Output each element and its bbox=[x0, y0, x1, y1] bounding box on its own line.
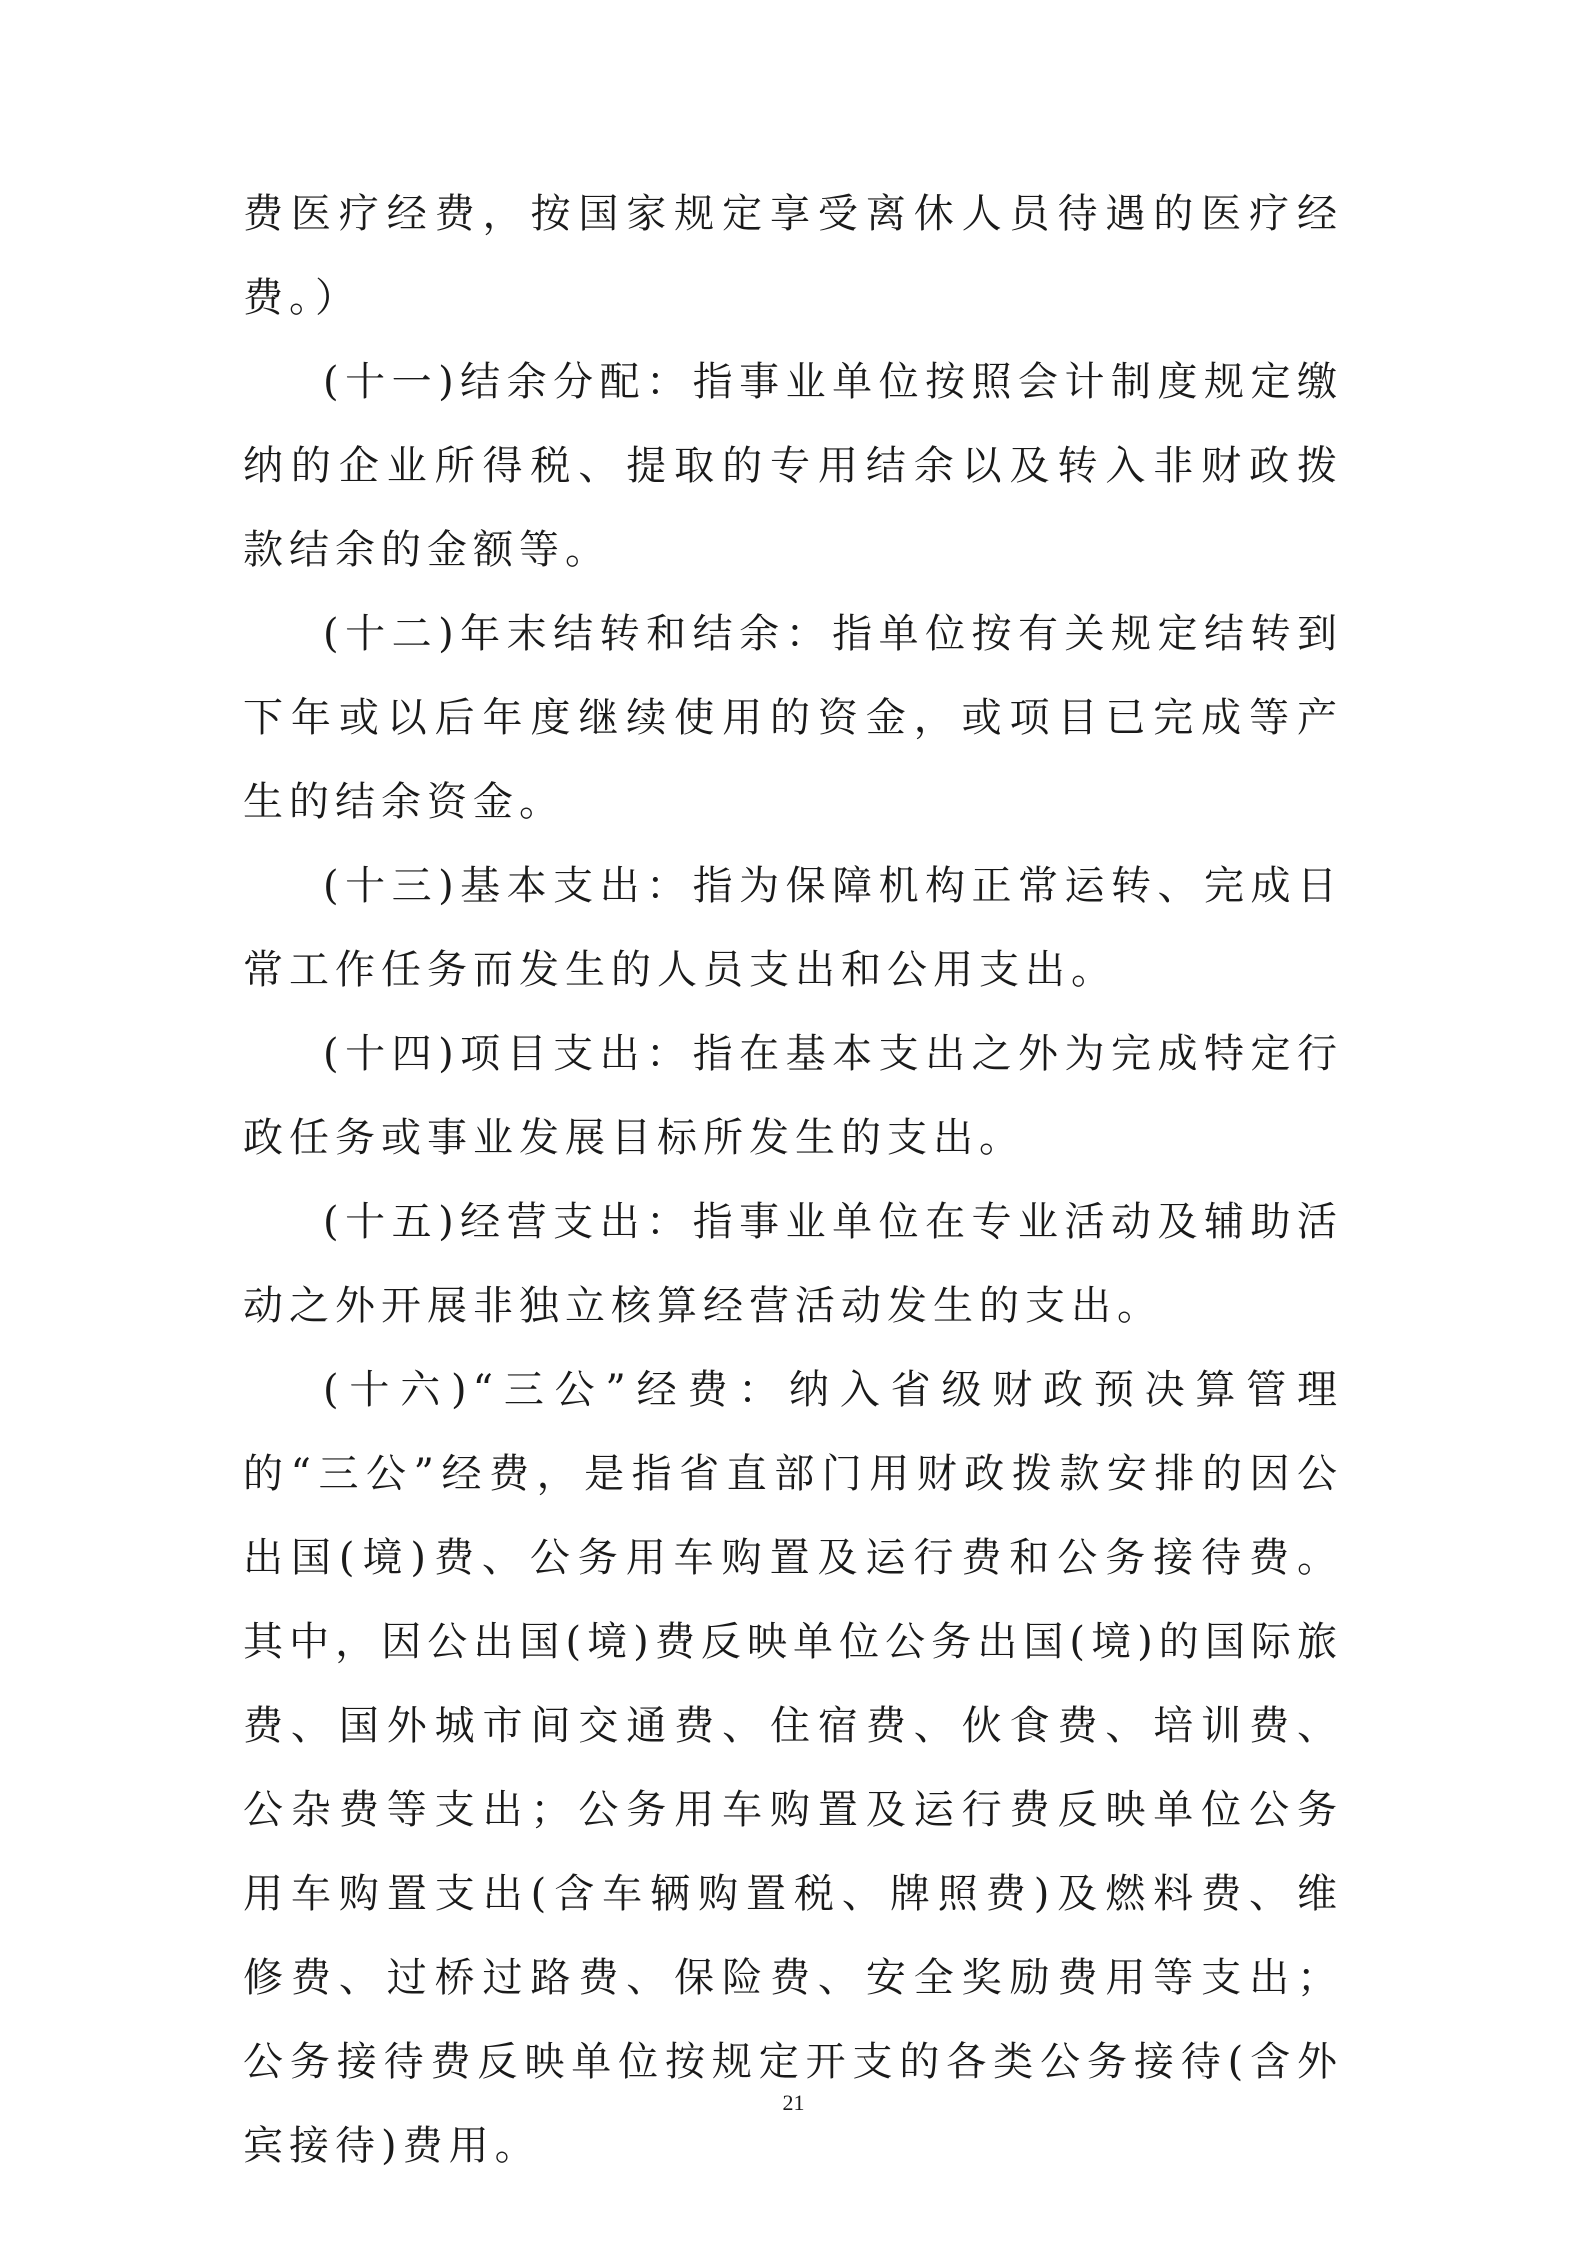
paragraph-item-11: (十一)结余分配：指事业单位按照会计制度规定缴纳的企业所得税、提取的专用结余以及转入非财政拨款结余的金额等。 bbox=[243, 359, 1343, 573]
paragraph-item-16: (十六)“三公”经费：纳入省级财政预决算管理的“三公”经费，是指省直部门用财政拨款安排的因公出国(境)费、公务用车购置及运行费和公务接待费。其中，因公出国(境)费反映单位公务出国(境)的国际旅费、国外城市间交通费、住宿费、伙食费、培训费、公杂费等支出；公务用车购置及运行费反映单位公务用车购置支出(含车辆购置税、牌照费)及燃料费、维修费、过桥过路费、保险费、安全奖励费用等支出；公务接待费反映单位按规定开支的各类公务接待(含外宾接待)费用。 bbox=[243, 1367, 1343, 2169]
paragraph-item-12: (十二)年末结转和结余：指单位按有关规定结转到下年或以后年度继续使用的资金，或项目已完成等产生的结余资金。 bbox=[243, 611, 1343, 825]
page-number: 21 bbox=[782, 2090, 805, 2115]
paragraph-item-15: (十五)经营支出：指事业单位在专业活动及辅助活动之外开展非独立核算经营活动发生的支出。 bbox=[243, 1199, 1343, 1329]
paragraph-item-14: (十四)项目支出：指在基本支出之外为完成特定行政任务或事业发展目标所发生的支出。 bbox=[243, 1031, 1343, 1161]
paragraph-item-13: (十三)基本支出：指为保障机构正常运转、完成日常工作任务而发生的人员支出和公用支出。 bbox=[243, 863, 1343, 993]
body-text bbox=[243, 172, 1343, 2188]
paragraph-continuation: 费医疗经费，按国家规定享受离休人员待遇的医疗经费。） bbox=[243, 191, 1343, 321]
